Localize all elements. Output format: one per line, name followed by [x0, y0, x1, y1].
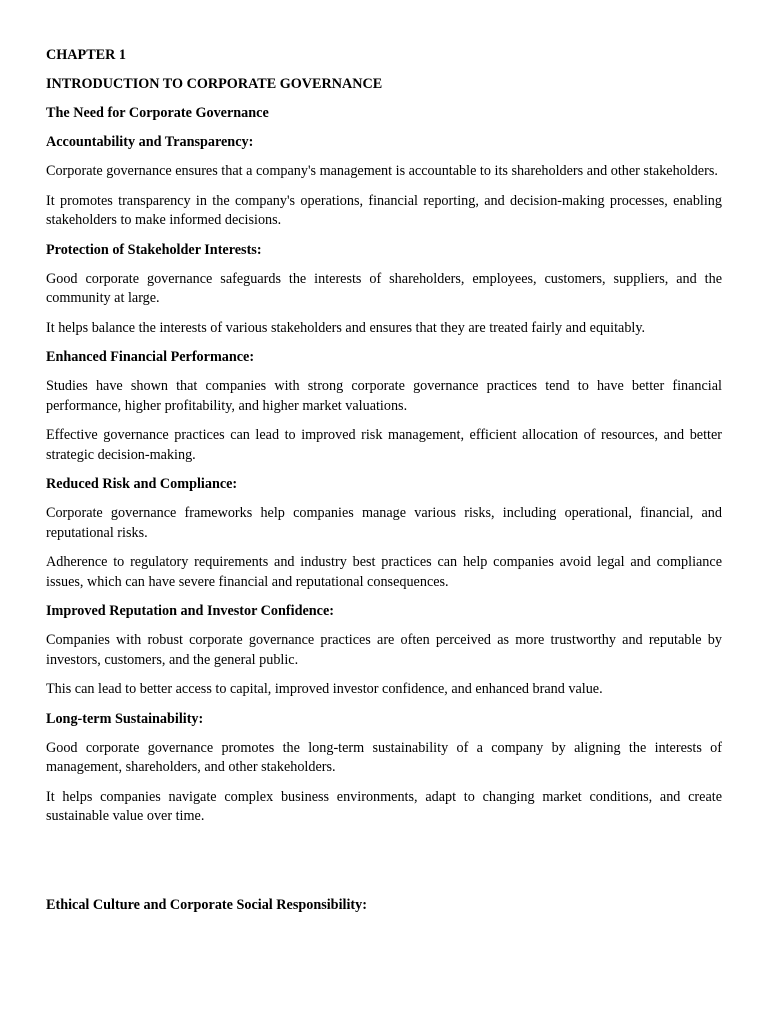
chapter-label: CHAPTER 1: [46, 47, 127, 63]
section-heading: Accountability and Transparency:: [46, 134, 254, 150]
document-page: [46, 46, 722, 925]
section-sustainability: [46, 710, 722, 827]
section-heading: Improved Reputation and Investor Confidence:: [46, 603, 334, 619]
chapter-title: INTRODUCTION TO CORPORATE GOVERNANCE: [46, 76, 383, 92]
section-subtitle: The Need for Corporate Governance: [46, 105, 269, 121]
paragraph: Corporate governance frameworks help companies manage various risks, including operational, financial, and reputational risks.: [46, 505, 722, 541]
section-reputation: [46, 602, 722, 700]
section-heading: Protection of Stakeholder Interests:: [46, 241, 262, 258]
section-stakeholder-interests: [46, 241, 722, 339]
paragraph: Effective governance practices can lead to improved risk management, efficient allocation of resources, and better strategic decision-making.: [46, 427, 722, 463]
section-accountability: [46, 133, 722, 231]
section-heading: Long-term Sustainability:: [46, 710, 204, 727]
section-financial-performance: [46, 348, 722, 465]
paragraph: Studies have shown that companies with strong corporate governance practices tend to have better financial performance, higher profitability, and higher market valuations.: [46, 378, 722, 414]
paragraph: Good corporate governance promotes the long-term sustainability of a company by aligning the interests of management, shareholders, and other stakeholders.: [46, 739, 722, 775]
paragraph: It helps balance the interests of various stakeholders and ensures that they are treated fairly and equitably.: [46, 319, 646, 336]
paragraph: Corporate governance ensures that a company's management is accountable to its shareholders and other stakeholders.: [46, 163, 718, 179]
paragraph: Adherence to regulatory requirements and industry best practices can help companies avoid legal and compliance issues, which can have severe financial and reputational consequences.: [46, 554, 722, 590]
paragraph: It promotes transparency in the company's operations, financial reporting, and decision-making processes, enabling stakeholders to make informed decisions.: [46, 192, 722, 228]
paragraph: Good corporate governance safeguards the interests of shareholders, employees, customers, suppliers, and the community at large.: [46, 270, 722, 306]
section-risk-compliance: [46, 475, 722, 592]
paragraph: It helps companies navigate complex business environments, adapt to changing market conditions, and create sustainable value over time.: [46, 788, 722, 824]
paragraph: This can lead to better access to capital, improved investor confidence, and enhanced brand value.: [46, 681, 603, 697]
section-heading: Enhanced Financial Performance:: [46, 349, 255, 365]
section-heading: Reduced Risk and Compliance:: [46, 476, 238, 492]
section-heading-ethical-culture: Ethical Culture and Corporate Social Responsibility:: [46, 896, 367, 913]
blank-space: [46, 837, 722, 896]
paragraph: Companies with robust corporate governance practices are often perceived as more trustworthy and reputable by investors, customers, and the general public.: [46, 632, 722, 668]
